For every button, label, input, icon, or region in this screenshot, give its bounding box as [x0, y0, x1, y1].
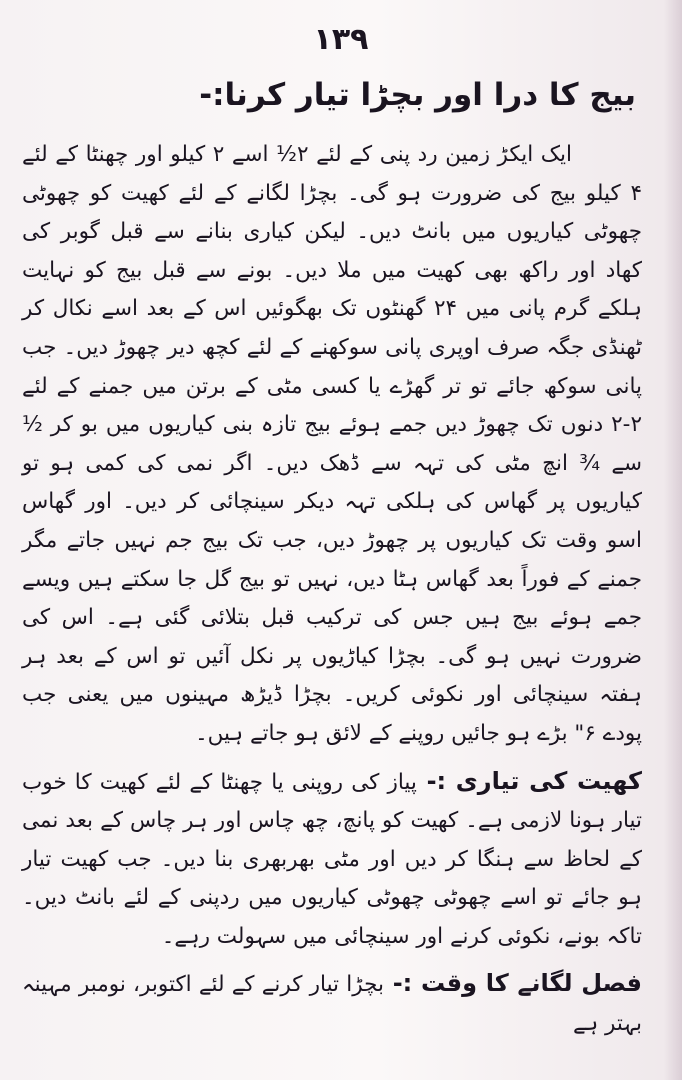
section-text-planting-time: بچڑا تیار کرنے کے لئے اکتوبر، نومبر مہینہ بہتر ہے	[22, 972, 642, 1037]
section-heading-field-preparation: کھیت کی تیاری :-	[426, 766, 643, 795]
chapter-heading: بیج کا درا اور بچڑا تیار کرنا:-	[199, 77, 636, 113]
section-planting-time	[22, 964, 642, 1043]
page-text-block	[22, 72, 642, 1044]
page-number: ۱۳۹	[313, 22, 369, 57]
section-text-field-preparation: پیاز کی روپنی یا چھنٹا کے لئے کھیت کا خوب تیار ہونا لازمی ہے۔ کھیت کو پانچ، چھ چاس اور ہر چاس کے بعد نمی کے لحاظ سے ہنگا کر دیں اور مٹی بھربھری بنا دیں۔ جب کھیت تیار ہو جائے تو اسے چھوٹی چھوٹی کیاریوں میں ردپنی کے لئے بانٹ دیں۔ تاکہ بونے، نکوئی کرنے اور سینچائی میں سہولت رہے۔	[22, 769, 642, 949]
section-heading-planting-time: فصل لگانے کا وقت :-	[392, 969, 643, 998]
section-field-preparation	[22, 762, 642, 957]
body-paragraph: ایک ایکڑ زمین رد پنی کے لئے ۲½ اسے ۲ کیلو اور چھنٹا کے لئے ۴ کیلو بیج کی ضرورت ہو گی۔ بچڑا لگانے کے لئے کھیت کو چھوٹی چھوٹی کیاریوں میں بانٹ دیں۔ لیکن کیاری بنانے سے قبل گوبر کی کھاد اور راکھ بھی کھیت میں ملا دیں۔ بونے سے قبل بیج کو نہایت ہلکے گرم پانی میں ۲۴ گھنٹوں تک بھگوئیں اس کے بعد اسے نکال کر ٹھنڈی جگہ صرف اوپری پانی سوکھنے کے لئے کچھ دیر چھوڑ دیں۔ جب پانی سوکھ جائے تو تر گھڑے یا کسی مٹی کے برتن میں جمنے کے لئے ۲-۲ دنوں تک چھوڑ دیں جمے ہوئے بیج تازہ بنی کیاریوں میں بو کر ½ سے ¾ انچ مٹی کی تہہ سے ڈھک دیں۔ اگر نمی کی کمی ہو تو کیاریوں پر گھاس کی ہلکی تہہ دیکر سینچائی کر دیں۔ اور گھاس اسو وقت تک کیاریوں پر چھوڑ دیں، جب تک بیج جم نہیں جاتے مگر جمنے کے فوراً بعد گھاس ہٹا دیں، نہیں تو بیج گل جا سکتے ہیں ویسے جمے ہوئے بیج ہیں جس کی ترکیب قبل بتلائی گئی ہے۔ اس کی ضرورت نہیں ہو گی۔ بچڑا کیاڑیوں پر نکل آئیں تو اس کے بعد ہر ہفتہ سینچائی اور نکوئی کریں۔ بچڑا ڈیڑھ مہینوں میں یعنی جب پودے ۶" بڑے ہو جائیں روپنے کے لائق ہو جاتے ہیں۔	[22, 142, 642, 746]
page-shadow-edge	[664, 0, 682, 1080]
